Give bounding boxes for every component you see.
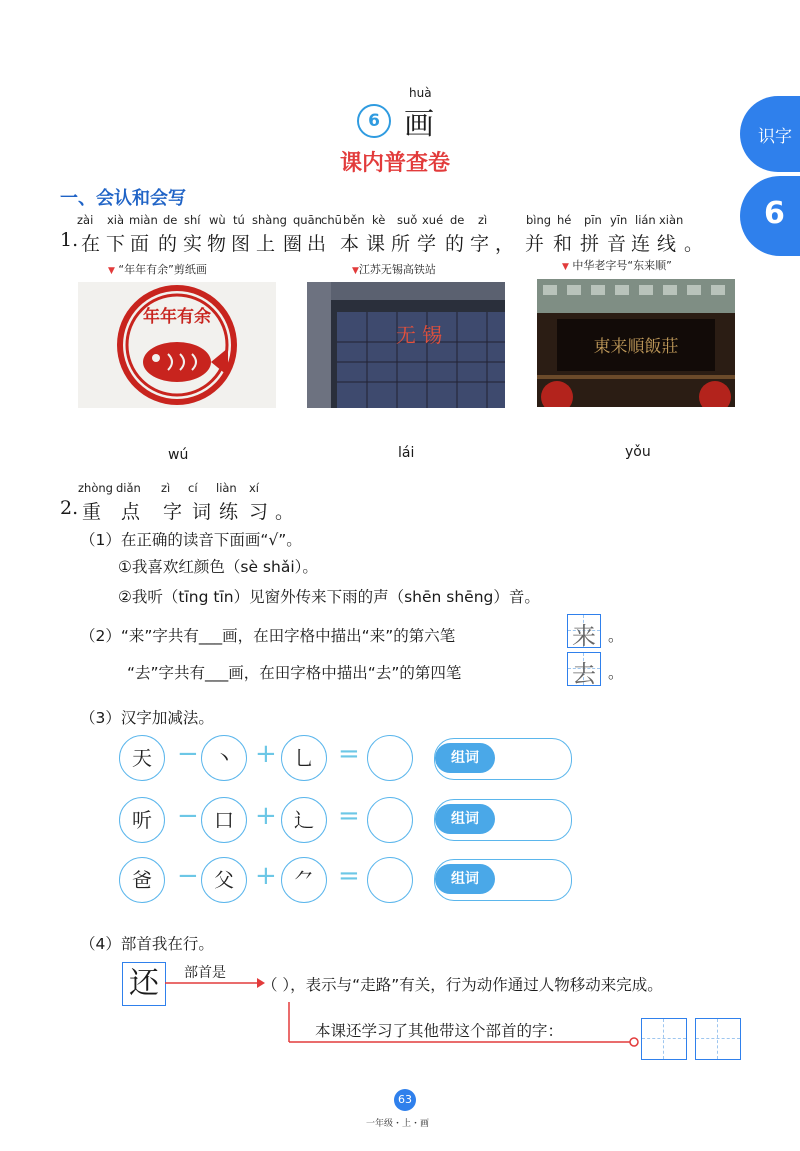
equation-component: 乚	[281, 735, 327, 781]
text-char: 练	[219, 501, 239, 523]
pinyin-syllable: lián	[635, 213, 656, 227]
word-answer-pill[interactable]: 组词	[434, 738, 572, 780]
pinyin-syllable: shí	[184, 213, 201, 227]
text-char: 词	[192, 501, 212, 523]
pinyin-syllable: kè	[372, 213, 386, 227]
pinyin-syllable: suǒ	[397, 213, 418, 227]
writing-grid-1[interactable]	[641, 1018, 687, 1060]
text-char: 课	[366, 233, 386, 255]
pinyin-syllable: hé	[557, 213, 572, 227]
station-sign-text: 无 锡	[395, 323, 443, 347]
text-char: 并	[525, 233, 545, 255]
papercut-text: 年年有余	[143, 307, 211, 327]
radical-character-box: 还	[122, 962, 166, 1006]
minus-sign: −	[177, 801, 199, 831]
plus-sign: +	[255, 801, 277, 831]
writing-grid-2[interactable]	[695, 1018, 741, 1060]
answer-pinyin-you: yǒu	[625, 444, 651, 460]
pinyin-syllable: quān	[293, 213, 322, 227]
radical-line2: 本课还学习了其他带这个部首的字：	[315, 1022, 564, 1040]
radical-arrow-label: 部首是	[184, 965, 226, 981]
plus-sign: +	[255, 739, 277, 769]
pinyin-syllable: zì	[161, 481, 171, 495]
pinyin-syllable: shàng	[252, 213, 287, 227]
equals-sign: =	[338, 739, 360, 769]
text-char: 点	[121, 501, 141, 523]
text-char: 图	[231, 233, 251, 255]
text-char: 连	[631, 233, 651, 255]
page-title: 画	[404, 107, 434, 142]
text-char: 出	[307, 233, 327, 255]
word-answer-pill[interactable]: 组词	[434, 799, 572, 841]
text-char: 音	[607, 233, 627, 255]
pinyin-syllable: pīn	[584, 213, 602, 227]
text-char: 面	[130, 233, 150, 255]
lesson-number-badge: 6	[357, 104, 391, 138]
text-char: 所	[391, 233, 411, 255]
side-tab-unit: 6	[740, 176, 800, 256]
pinyin-syllable: liàn	[216, 481, 237, 495]
radical-sentence: （ ），表示与“走路”有关，行为动作通过人物移动来完成。	[262, 976, 663, 994]
equals-sign: =	[338, 801, 360, 831]
minus-sign: −	[177, 861, 199, 891]
q2-part2-line1: （2）“来”字共有___画，在田字格中描出“来”的第六笔	[80, 627, 456, 645]
text-char: 字	[163, 501, 183, 523]
text-char: 字	[470, 233, 490, 255]
text-char: 的	[445, 233, 465, 255]
text-char: 在	[81, 233, 101, 255]
tianzige-qu[interactable]: 去	[567, 652, 601, 686]
text-char: 线	[657, 233, 677, 255]
pinyin-syllable: miàn	[129, 213, 158, 227]
restaurant-sign-text: 東来順飯莊	[593, 337, 679, 357]
q1-number: 1.	[60, 229, 79, 251]
pinyin-syllable: xué	[422, 213, 444, 227]
pinyin-syllable: de	[163, 213, 178, 227]
q2-part2-end1: 。	[608, 627, 624, 645]
side-tab-literacy: 识字	[740, 96, 800, 172]
papercut-image	[78, 282, 276, 408]
q2-part2-end2: 。	[608, 664, 624, 682]
answer-pinyin-lai: lái	[398, 445, 415, 461]
pinyin-syllable: diǎn	[116, 481, 141, 495]
q2-part2-line2: “去”字共有___画，在田字格中描出“去”的第四笔	[127, 664, 462, 682]
pinyin-syllable: tú	[233, 213, 245, 227]
caption-papercut: ▼ “年年有余”剪纸画	[108, 263, 207, 276]
pinyin-syllable: xià	[107, 213, 125, 227]
page-number: 63	[394, 1089, 416, 1111]
q2-number: 2.	[60, 497, 79, 519]
answer-circle[interactable]	[367, 797, 413, 843]
text-char: 的	[158, 233, 178, 255]
text-char: 实	[183, 233, 203, 255]
plus-sign: +	[255, 861, 277, 891]
pinyin-syllable: xí	[249, 481, 260, 495]
text-char: 。	[684, 233, 704, 255]
text-char: 和	[553, 233, 573, 255]
pinyin-syllable: zì	[478, 213, 488, 227]
caption-station: ▼江苏无锡高铁站	[352, 263, 436, 276]
text-char: 物	[207, 233, 227, 255]
equation-component: 丶	[201, 735, 247, 781]
text-char: 重	[82, 501, 102, 523]
pinyin-syllable: běn	[343, 213, 365, 227]
q2-part3-label: （3）汉字加减法。	[80, 709, 214, 727]
text-char: 学	[417, 233, 437, 255]
text-char: 习	[249, 501, 269, 523]
word-answer-pill[interactable]: 组词	[434, 859, 572, 901]
pinyin-syllable: chū	[321, 213, 342, 227]
equation-component: ⺈	[281, 857, 327, 903]
equation-char: 爸	[119, 857, 165, 903]
text-char: 本	[340, 233, 360, 255]
text-char: 拼	[580, 233, 600, 255]
restaurant-image	[537, 279, 735, 407]
text-char: 上	[256, 233, 276, 255]
equation-component: 辶	[281, 797, 327, 843]
text-char: ，	[495, 233, 515, 255]
equation-component: 父	[201, 857, 247, 903]
tianzige-lai[interactable]: 来	[567, 614, 601, 648]
pinyin-syllable: zài	[77, 213, 94, 227]
station-image	[307, 282, 505, 408]
pinyin-syllable: wù	[209, 213, 226, 227]
q2-part1-line1: ①我喜欢红颜色（sè shǎi）。	[118, 558, 318, 576]
q2-part1-line2: ②我听（tīng tīn）见窗外传来下雨的声（shēn shēng）音。	[118, 588, 540, 606]
text-char: 下	[106, 233, 126, 255]
page-subtitle: 课内普查卷	[340, 150, 451, 176]
pinyin-syllable: de	[450, 213, 465, 227]
footer-label: 一年级・上・画	[366, 1119, 430, 1129]
text-char: 。	[275, 501, 295, 523]
q2-part4-label: （4）部首我在行。	[80, 935, 214, 953]
pinyin-syllable: bìng	[526, 213, 552, 227]
equation-char: 天	[119, 735, 165, 781]
minus-sign: −	[177, 739, 199, 769]
pinyin-syllable: xiàn	[659, 213, 684, 227]
equals-sign: =	[338, 861, 360, 891]
arrow-icon	[163, 975, 267, 995]
equation-char: 听	[119, 797, 165, 843]
q2-part1-label: （1）在正确的读音下面画“√”。	[80, 531, 302, 549]
caption-restaurant: ▼ 中华老字号“东来顺”	[562, 259, 672, 272]
pinyin-syllable: cí	[188, 481, 198, 495]
title-pinyin: huà	[409, 86, 432, 100]
pinyin-syllable: zhòng	[78, 481, 113, 495]
answer-pinyin-wu: wú	[168, 447, 189, 463]
answer-circle[interactable]	[367, 735, 413, 781]
answer-circle[interactable]	[367, 857, 413, 903]
equation-component: 口	[201, 797, 247, 843]
text-char: 圈	[283, 233, 303, 255]
pinyin-syllable: yīn	[610, 213, 628, 227]
section-heading: 一、会认和会写	[60, 188, 186, 209]
